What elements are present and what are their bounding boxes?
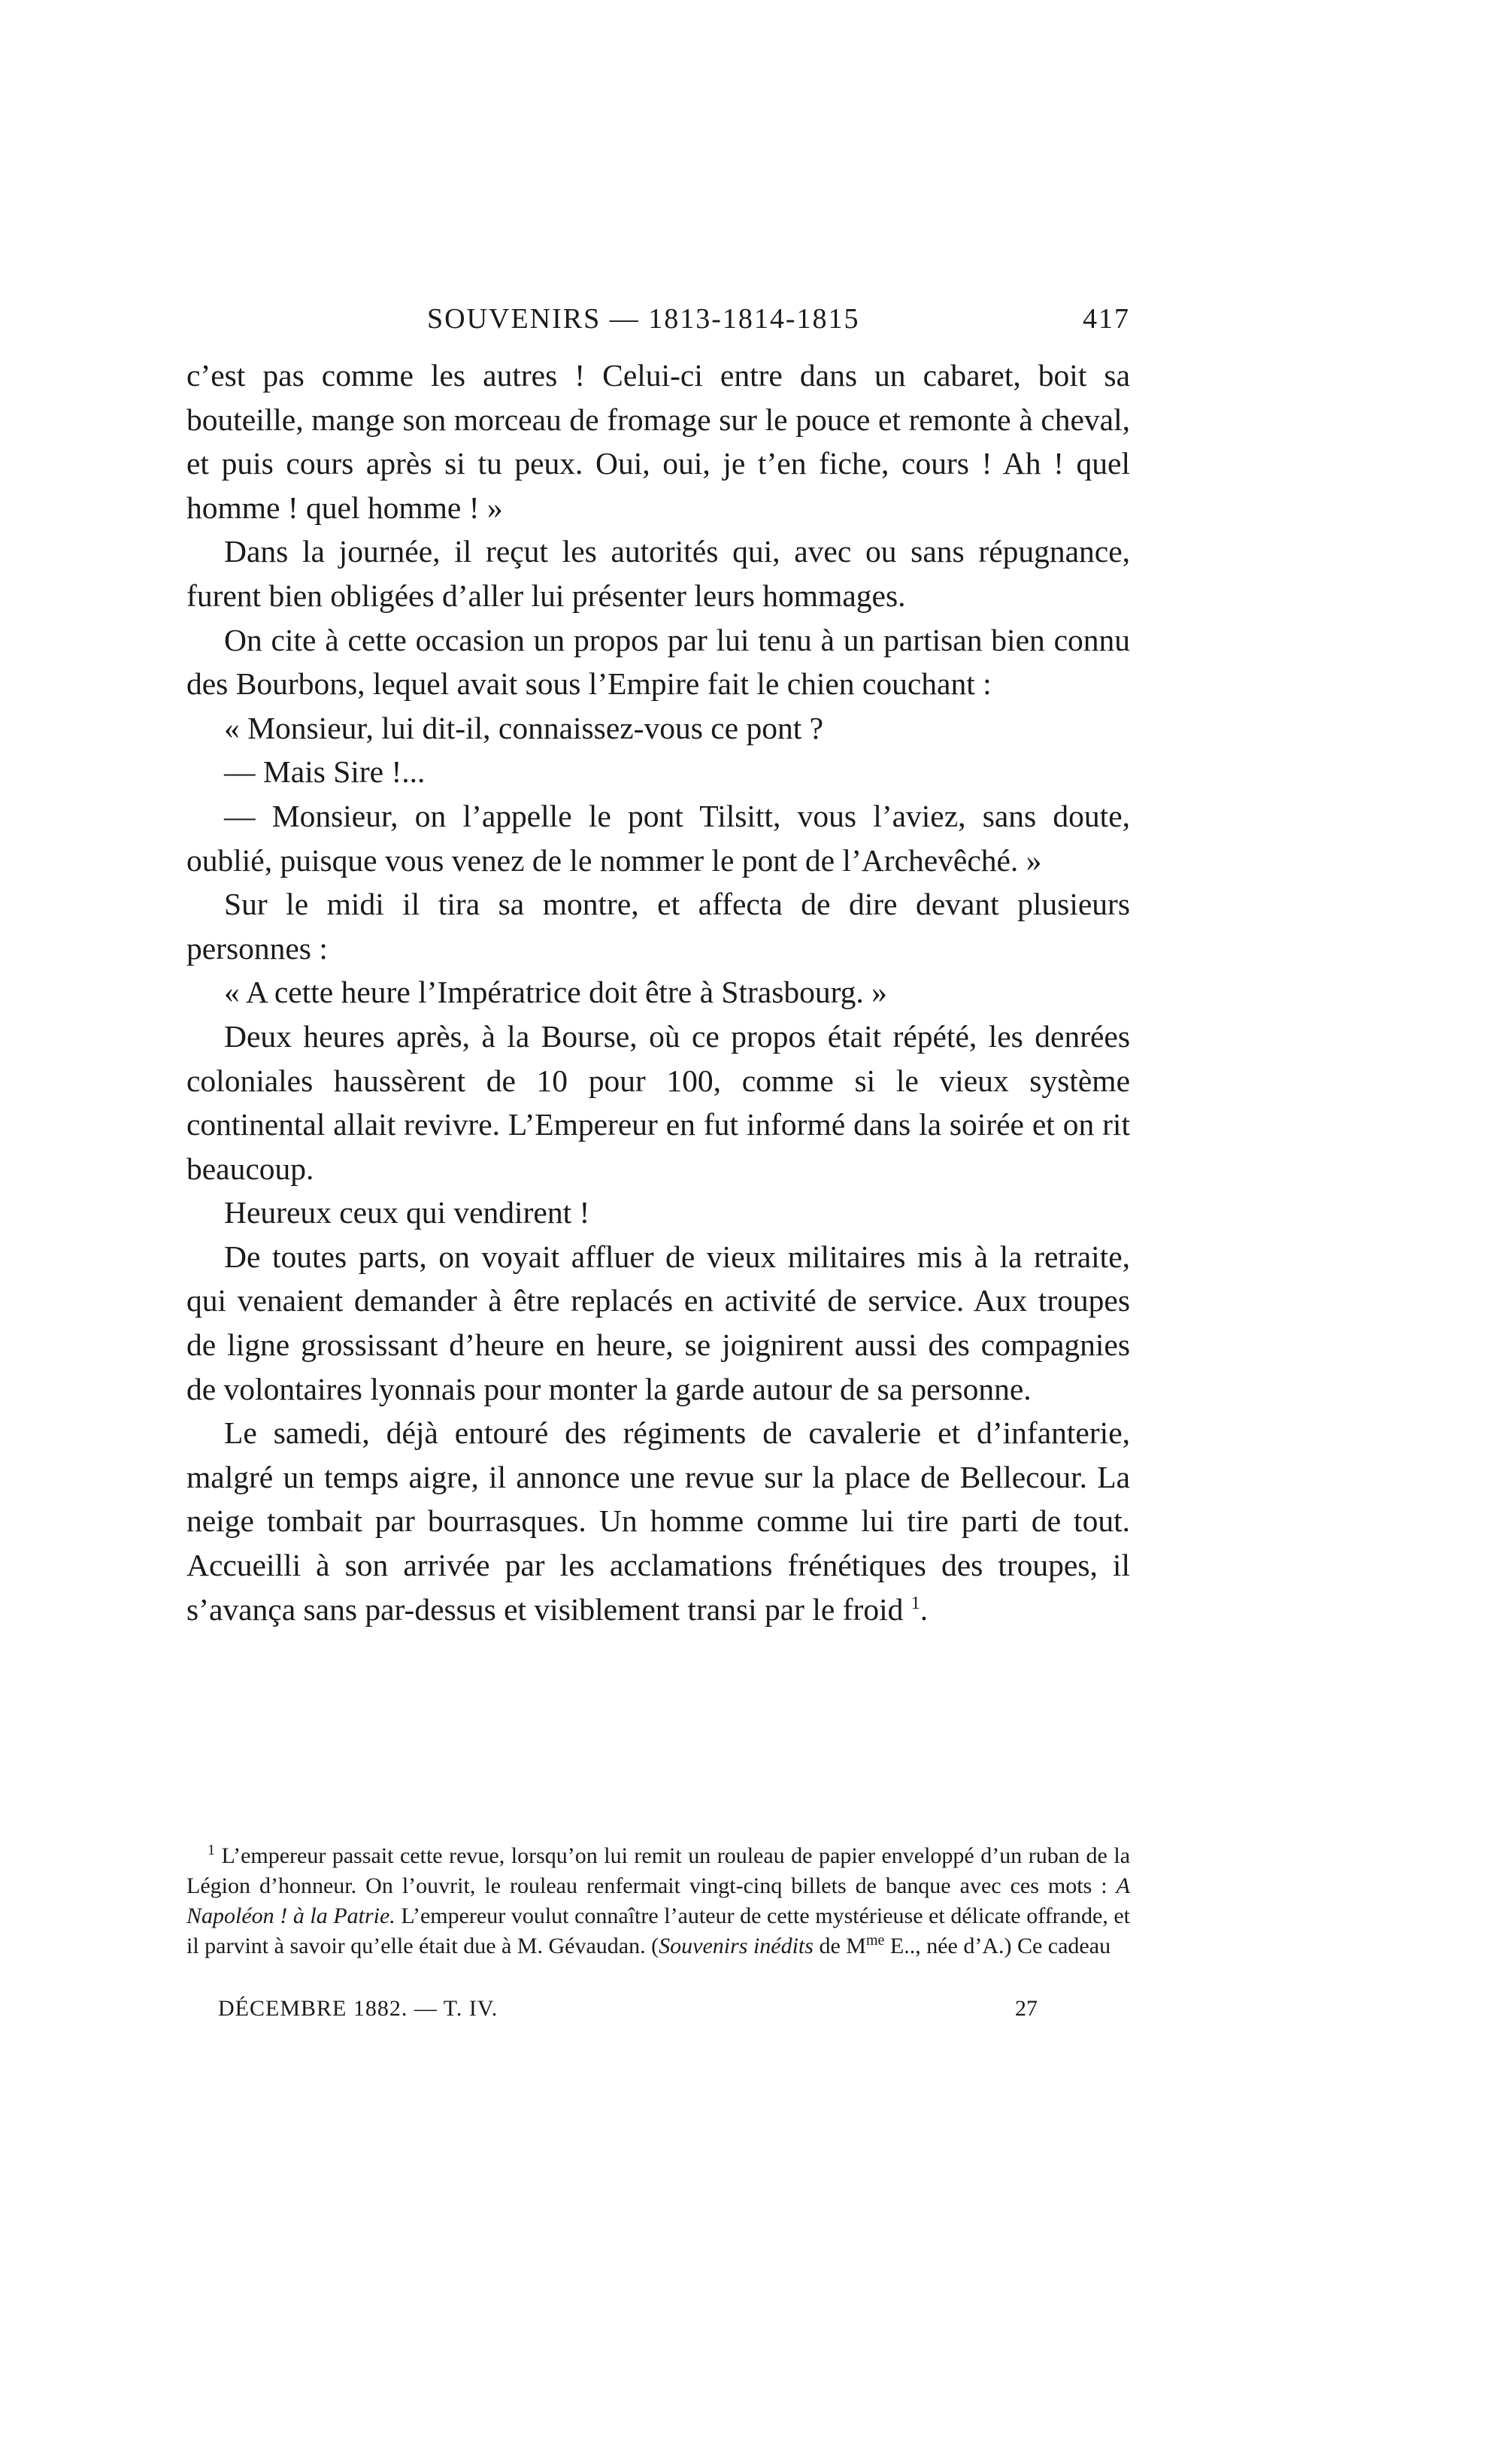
paragraph: « Monsieur, lui dit-il, connaissez-vous ce pont ?	[224, 710, 824, 745]
footnote-italic-source: Souvenirs inédits	[659, 1934, 814, 1958]
paragraph: Deux heures après, à la Bourse, où ce propos était répété, les denrées coloniales haussèrent de 10 pour 100, comme si le vieux système continental allait revivre. L’Empereur en fut informé dans la soirée et on rit beaucoup.	[186, 1018, 1130, 1186]
footnote-marker: 1	[208, 1842, 215, 1858]
paragraph: On cite à cette occasion un propos par lui tenu à un partisan bien connu des Bourbons, lequel avait sous l’Empire fait le chien couchant :	[186, 622, 1130, 702]
paragraph: Heureux ceux qui vendirent !	[224, 1195, 590, 1230]
issue-date: DÉCEMBRE 1882. — T. IV.	[218, 1996, 498, 2021]
footnote-italic-quote: A Napoléon ! à la Patrie.	[186, 1873, 1130, 1928]
footnote-superscript: me	[865, 1932, 885, 1949]
page-number: 417	[1083, 303, 1130, 335]
footnote-part: de M	[819, 1934, 866, 1958]
signature-line	[218, 1996, 1038, 2029]
paragraph: — Monsieur, on l’appelle le pont Tilsitt, vous l’aviez, sans doute, oublié, puisque vous venez de le nommer le pont de l’Archevêché. »	[186, 798, 1130, 878]
sheet-signature: 27	[1015, 1996, 1038, 2021]
body-text	[186, 353, 1130, 1631]
paragraph-text: Le samedi, déjà entouré des régiments de cavalerie et d’infanterie, malgré un temps aigre, il annonce une revue sur la place de Bellecour. La neige tombait par bourrasques. Un homme comme lui tire parti de tout. Accueilli à son arrivée par les acclamations frénétiques des troupes, il s’avança sans par-dessus et visiblement transi par le froid	[186, 1415, 1130, 1627]
paragraph: De toutes parts, on voyait affluer de vieux militaires mis à la retraite, qui venaient demander à être replacés en activité de service. Aux troupes de ligne grossissant d’heure en heure, se joignirent aussi des compagnies de volontaires lyonnais pour monter la garde autour de sa personne.	[186, 1239, 1130, 1406]
footnote-part: L’empereur passait cette revue, lorsqu’on lui remit un rouleau de papier enveloppé d’un ruban de la Légion d’honneur. On l’ouvrit, le rouleau renfermait vingt-cinq billets de banque avec ces mots :	[186, 1843, 1131, 1898]
running-head	[186, 302, 1130, 347]
paragraph-with-footnote: Le samedi, déjà entouré des régiments de cavalerie et d’infanterie, malgré un temps aigre, il annonce une revue sur la place de Bellecour. La neige tombait par bourrasques. Un homme comme lui tire parti de tout. Accueilli à son arrivée par les acclamations frénétiques des troupes, il s’avança sans par-dessus et visiblement transi par le froid $^1$.	[186, 1415, 1130, 1627]
footnote-part: E.., née d’A.) Ce cadeau	[889, 1934, 1111, 1958]
footnote	[186, 1841, 1130, 1961]
footnote-reference[interactable]: 1	[911, 1593, 920, 1613]
paragraph: — Mais Sire !...	[224, 754, 426, 790]
paragraph: c’est pas comme les autres ! Celui-ci entre dans un cabaret, boit sa bouteille, mange son morceau de fromage sur le pouce et remonte à cheval, et puis cours après si tu peux. Oui, oui, je t’en fiche, cours ! Ah ! quel homme ! quel homme ! »	[186, 358, 1130, 525]
paragraph: « A cette heure l’Impératrice doit être à Strasbourg. »	[224, 975, 887, 1010]
footnote-text	[186, 1841, 1130, 1961]
paragraph: Sur le midi il tira sa montre, et affecta de dire devant plusieurs personnes :	[186, 887, 1130, 966]
paragraph: Dans la journée, il reçut les autorités qui, avec ou sans répugnance, furent bien obligées d’aller lui présenter leurs hommages.	[186, 534, 1130, 613]
footnote-part: L’empereur voulut connaître l’auteur de cette mystérieuse et délicate offrande, et il parvint à savoir qu’elle était due à M. Gévaudan. (	[186, 1903, 1130, 1958]
running-title: SOUVENIRS — 1813-1814-1815	[427, 303, 860, 335]
